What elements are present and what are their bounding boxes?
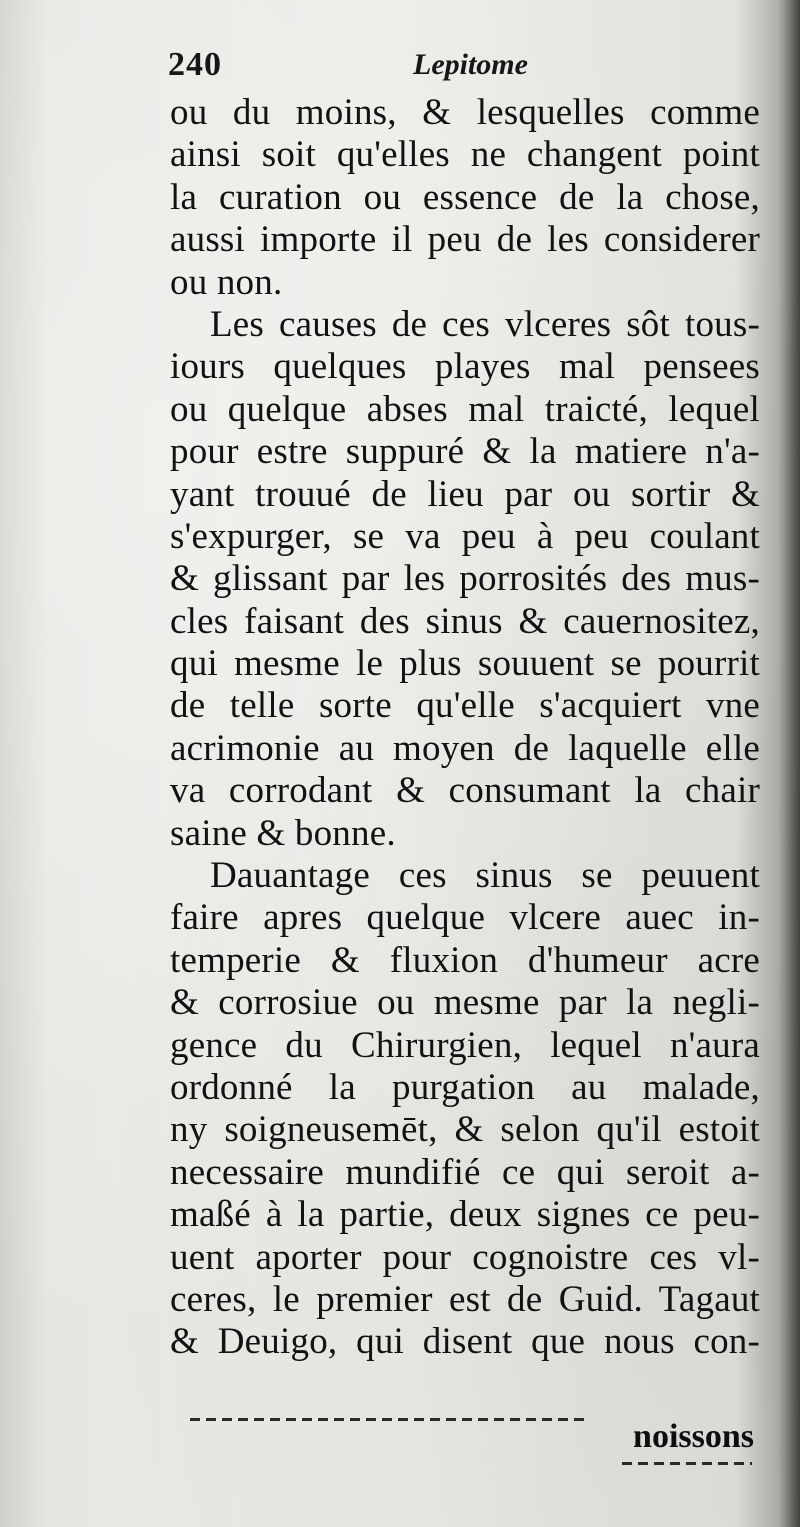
page-header [168,46,748,90]
text-line: va corrodant & consumant la chair [170,770,760,812]
text-line: ou non. [170,261,283,303]
page-number: 240 [168,46,222,83]
text-line: pour estre suppuré & la matiere n'a- [170,431,760,473]
text-line: faire apres quelque vlcere auec in- [170,897,760,939]
text-line: maßé à la partie, deux signes ce peu- [170,1194,760,1236]
body-text [170,92,760,1364]
text-line: qui mesme le plus souuent se pourrit [170,643,760,685]
text-line: aussi importe il peu de les considerer [170,219,760,261]
print-rule [190,1418,590,1421]
print-rule [622,1462,752,1465]
text-line: ou du moins, & lesquelles comme [170,92,760,133]
text-line: & glissant par les porrosités des mus- [170,558,760,600]
text-line: & corrosiue ou mesme par la negli- [170,982,760,1024]
text-line: & Deuigo, qui disent que nous con- [170,1321,760,1363]
text-line: temperie & fluxion d'humeur acre [170,939,760,981]
text-line: de telle sorte qu'elle s'acquiert vne [170,685,760,727]
text-line: ceres, le premier est de Guid. Tagaut [170,1278,760,1320]
text-line: uent aporter pour cognoistre ces vl- [170,1236,760,1278]
text-line: gence du Chirurgien, lequel n'aura [170,1024,760,1066]
paragraph-start-line: Les causes de ces vlceres sôt tous- [210,303,760,345]
text-line: ordonné la purgation au malade, [170,1066,760,1108]
text-line: ny soigneusemēt, & selon qu'il estoit [170,1109,760,1151]
text-line: yant trouué de lieu par ou sortir & [170,473,760,515]
text-line: la curation ou essence de la chose, [170,176,760,218]
text-line: s'expurger, se va peu à peu coulant [170,515,760,557]
text-line: ou quelque abses mal traicté, lequel [170,388,760,430]
text-line: ainsi soit qu'elles ne changent point [170,134,760,176]
text-line: acrimonie au moyen de laquelle elle [170,727,760,769]
text-line: necessaire mundifié ce qui seroit a- [170,1151,760,1193]
running-head: Lepitome [413,48,528,81]
paragraph-start-line: Dauantage ces sinus se peuuent [210,855,760,897]
page-edge-shadow [778,0,800,1527]
catchword: noissons [633,1418,754,1455]
text-line: saine & bonne. [170,812,396,854]
text-line: iours quelques playes mal pensees [170,346,760,388]
text-line: cles faisant des sinus & cauernositez, [170,600,760,642]
